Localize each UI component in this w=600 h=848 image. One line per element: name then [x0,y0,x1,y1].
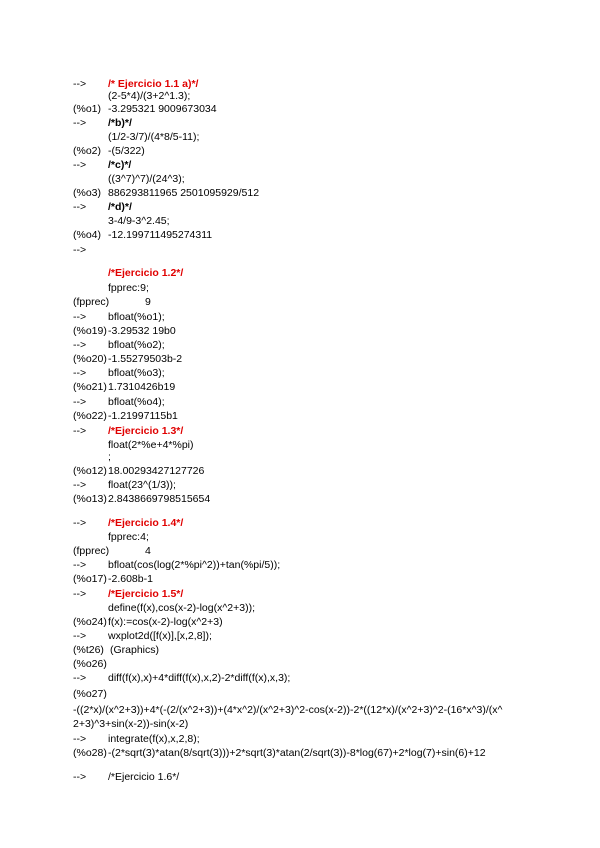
output-label: (%o24) [73,616,107,628]
input-prompt: --> [73,479,87,491]
output-value: -1.21997115b1 [108,410,178,422]
output-value: f(x):=cos(x-2)-log(x^2+3) [108,616,223,628]
input-expression: 2+3)^3+sin(x-2))-sin(x-2) [73,718,189,730]
output-value: -(5/322) [108,145,145,157]
input-expression: fpprec:9; [108,282,149,294]
input-prompt: --> [73,339,87,351]
input-expression: /*Ejercicio 1.3*/ [108,425,184,437]
output-value: -3.29532 19b0 [108,325,176,337]
output-value: -(2*sqrt(3)*atan(8/sqrt(3)))+2*sqrt(3)*atan(2/sqrt(3))-8*log(67)+2*log(7)+sin(6)+12 [108,747,486,759]
input-expression: define(f(x),cos(x-2)-log(x^2+3)); [108,602,256,614]
input-expression: /* Ejercicio 1.1 a)*/ [108,78,199,90]
input-expression: bfloat(%o2); [108,339,165,351]
input-expression: fpprec:4; [108,531,149,543]
input-expression: bfloat(cos(log(2*%pi^2))+tan(%pi/5)); [108,559,281,571]
output-label: (fpprec) [73,296,110,308]
output-label: (%o28) [73,747,107,759]
input-expression: /*b)*/ [108,117,132,129]
input-expression: float(2*%e+4*%pi) [108,439,194,451]
output-label: (%o2) [73,145,102,157]
input-prompt: --> [73,517,87,529]
input-prompt: --> [73,771,87,783]
output-value: 18.00293427127726 [108,465,205,477]
output-label: (%o4) [73,229,102,241]
input-prompt: --> [73,733,87,745]
output-label: (%o1) [73,103,102,115]
input-expression: /*Ejercicio 1.5*/ [108,588,184,600]
input-expression: /*d)*/ [108,201,132,213]
output-label: (%o12) [73,465,107,477]
input-expression: 3-4/9-3^2.45; [108,215,170,227]
input-expression: bfloat(%o3); [108,367,165,379]
input-expression: ; [108,451,111,463]
input-expression: ((3^7)^7)/(24^3); [108,173,185,185]
input-prompt: --> [73,117,87,129]
output-value: 9 [145,296,151,308]
input-expression: integrate(f(x),x,2,8); [108,733,200,745]
output-label: (%o27) [73,688,107,700]
output-label: (%o19) [73,325,107,337]
input-prompt: --> [73,311,87,323]
input-expression: /*c)*/ [108,159,132,171]
input-prompt: --> [73,588,87,600]
output-label: (%o17) [73,573,107,585]
output-value: 886293811965 2501095929/512 [108,187,260,199]
input-prompt: --> [73,559,87,571]
output-value: -1.55279503b-2 [108,353,183,365]
input-expression: wxplot2d([f(x)],[x,2,8]); [108,630,212,642]
input-expression: /*Ejercicio 1.4*/ [108,517,184,529]
output-value: 1.7310426b19 [108,381,176,393]
output-label: (%o26) [73,658,107,670]
input-prompt: --> [73,367,87,379]
input-prompt: --> [73,396,87,408]
input-prompt: --> [73,425,87,437]
input-prompt: --> [73,244,87,256]
output-label: (fpprec) [73,545,110,557]
input-expression: bfloat(%o4); [108,396,165,408]
input-expression: bfloat(%o1); [108,311,165,323]
output-label: (%o21) [73,381,107,393]
input-prompt: --> [73,201,87,213]
output-value: 2.8438669798515654 [108,493,211,505]
output-label: (%t26) [73,644,104,656]
input-expression: float(23^(1/3)); [108,479,176,491]
input-expression: (1/2-3/7)/(4*8/5-11); [108,131,200,143]
output-value: -12.199711495274311 [108,229,213,241]
output-value: (Graphics) [110,644,160,656]
input-prompt: --> [73,78,87,90]
input-expression: /*Ejercicio 1.2*/ [108,267,184,279]
input-expression: diff(f(x),x)+4*diff(f(x),x,2)-2*diff(f(x),x,3); [108,672,291,684]
input-expression: (2-5*4)/(3+2^1.3); [108,90,191,102]
input-prompt: --> [73,672,87,684]
output-label: (%o13) [73,493,107,505]
input-expression: /*Ejercicio 1.6*/ [108,771,180,783]
output-label: (%o20) [73,353,107,365]
input-expression: -((2*x)/(x^2+3))+4*(-(2/(x^2+3))+(4*x^2)/(x^2+3)^2-cos(x-2))-2*((12*x)/(x^2+3)^2-(16*x^3)/(x^ [73,704,503,716]
output-value: -2.608b-1 [108,573,153,585]
output-label: (%o22) [73,410,107,422]
output-value: 4 [145,545,151,557]
output-value: -3.295321 9009673034 [108,103,217,115]
input-prompt: --> [73,159,87,171]
input-prompt: --> [73,630,87,642]
output-label: (%o3) [73,187,102,199]
